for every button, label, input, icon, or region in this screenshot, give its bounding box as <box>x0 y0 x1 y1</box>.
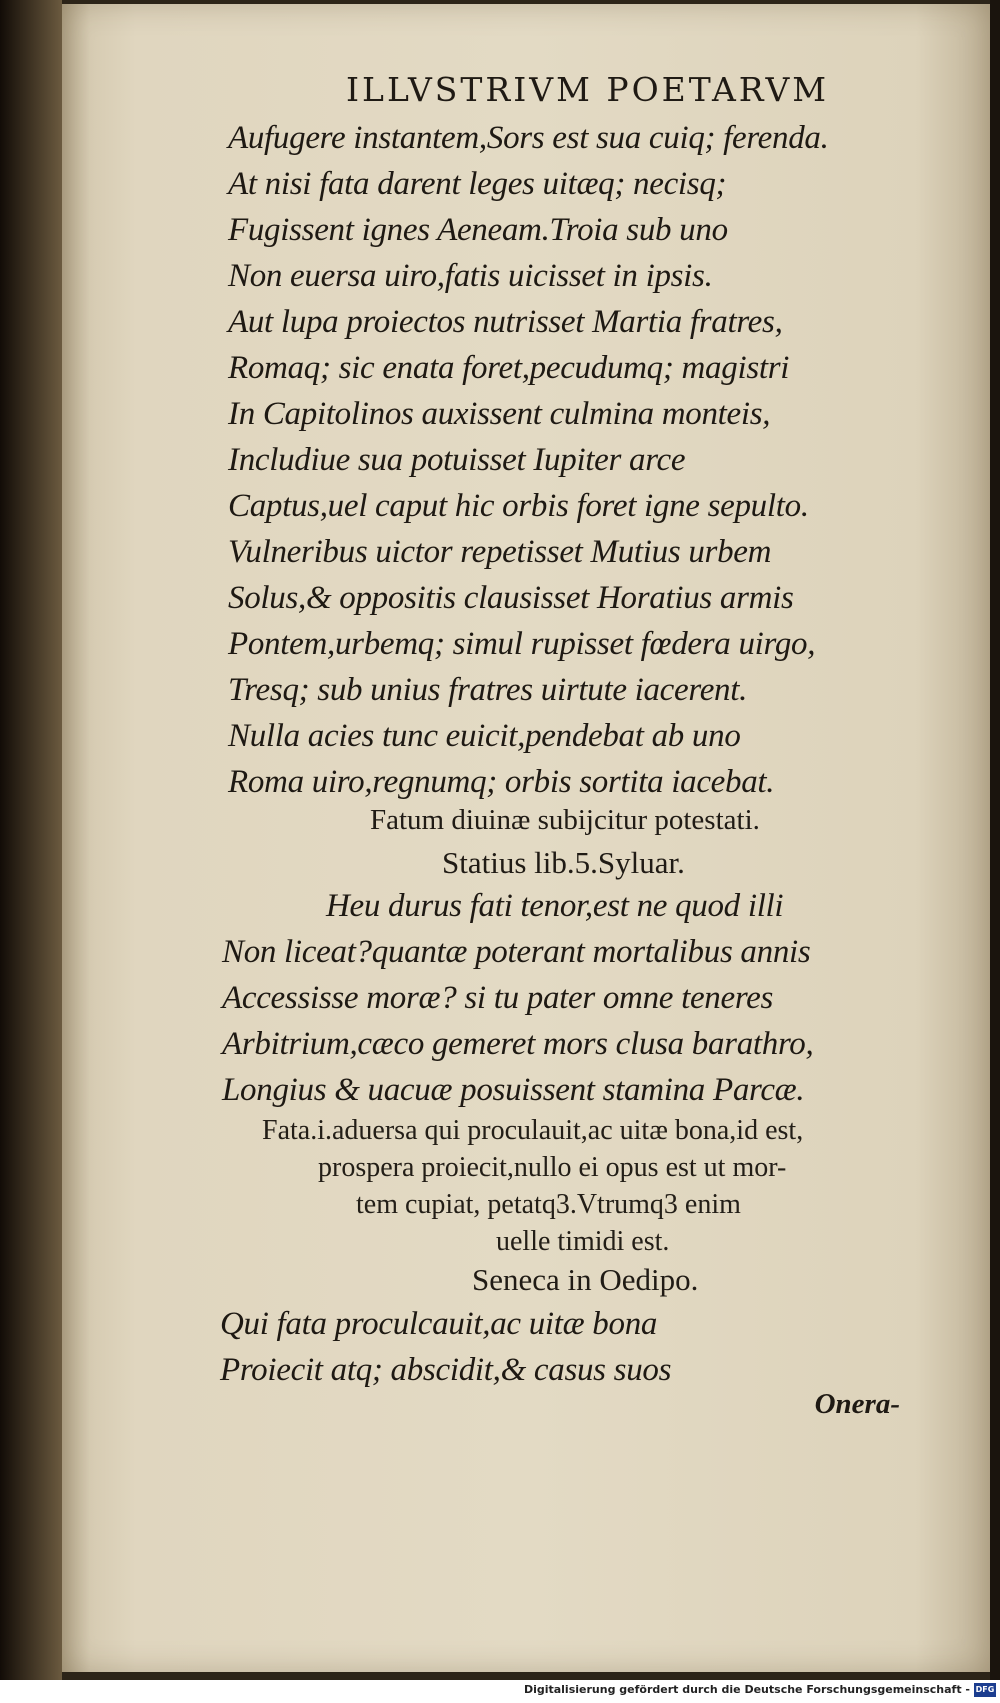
page-edge-shadow <box>990 0 1000 1680</box>
verse-line: Aut lupa proiectos nutrisset Martia fratres, <box>228 304 783 340</box>
funding-credit: Digitalisierung gefördert durch die Deutsche Forschungsgemeinschaft - <box>523 1683 970 1696</box>
verse-line: Aufugere instantem,Sors est sua cuiq; ferenda. <box>228 120 829 156</box>
verse-line: Qui fata proculcauit,ac uitæ bona <box>220 1306 658 1342</box>
gloss-line: prospera proiecit,nullo ei opus est ut mor- <box>318 1152 787 1183</box>
verse-line: Heu durus fati tenor,est ne quod illi <box>326 888 784 924</box>
verse-line: Non liceat?quantæ poterant mortalibus annis <box>222 934 811 970</box>
verse-line: Fugissent ignes Aeneam.Troia sub uno <box>228 212 728 248</box>
verse-line: Longius & uacuæ posuissent stamina Parcæ. <box>222 1072 805 1108</box>
catchword: Onera- <box>814 1388 900 1420</box>
verse-line: Vulneribus uictor repetisset Mutius urbem <box>228 534 772 570</box>
footer-bar <box>0 1680 1000 1703</box>
verse-line: Accessisse moræ? si tu pater omne teneres <box>222 980 774 1016</box>
verse-line: Romaq; sic enata foret,pecudumq; magistri <box>228 350 790 386</box>
dfg-logo-icon: DFG <box>974 1683 996 1697</box>
verse-line: Proiecit atq; abscidit,& casus suos <box>220 1352 672 1388</box>
verse-line: Includiue sua potuisset Iupiter arce <box>228 442 686 478</box>
verse-line: Non euersa uiro,fatis uicisset in ipsis. <box>228 258 713 294</box>
verse-line: Pontem,urbemq; simul rupisset fœdera uirgo, <box>228 626 816 662</box>
source-citation: Statius lib.5.Syluar. <box>442 845 685 880</box>
section-heading: Fatum diuinæ subijcitur potestati. <box>370 804 760 836</box>
gloss-line: tem cupiat, petatq3.Vtrumq3 enim <box>356 1189 741 1220</box>
running-head: ILLVSTRIVM POETARVM <box>346 70 830 109</box>
gloss-line: Fata.i.aduersa qui proculauit,ac uitæ bona,id est, <box>262 1115 804 1146</box>
binding-gutter <box>0 0 62 1680</box>
book-page <box>62 4 990 1672</box>
verse-line: Arbitrium,cæco gemeret mors clusa barathro, <box>222 1026 814 1062</box>
verse-line: In Capitolinos auxissent culmina monteis, <box>228 396 771 432</box>
verse-line: At nisi fata darent leges uitæq; necisq; <box>228 166 727 202</box>
verse-line: Captus,uel caput hic orbis foret igne sepulto. <box>228 488 809 524</box>
verse-line: Roma uiro,regnumq; orbis sortita iacebat. <box>228 764 775 800</box>
verse-line: Solus,& oppositis clausisset Horatius armis <box>228 580 794 616</box>
verse-line: Nulla acies tunc euicit,pendebat ab uno <box>228 718 741 754</box>
source-citation: Seneca in Oedipo. <box>472 1262 699 1297</box>
gloss-line: uelle timidi est. <box>496 1226 670 1257</box>
verse-line: Tresq; sub unius fratres uirtute iacerent. <box>228 672 748 708</box>
